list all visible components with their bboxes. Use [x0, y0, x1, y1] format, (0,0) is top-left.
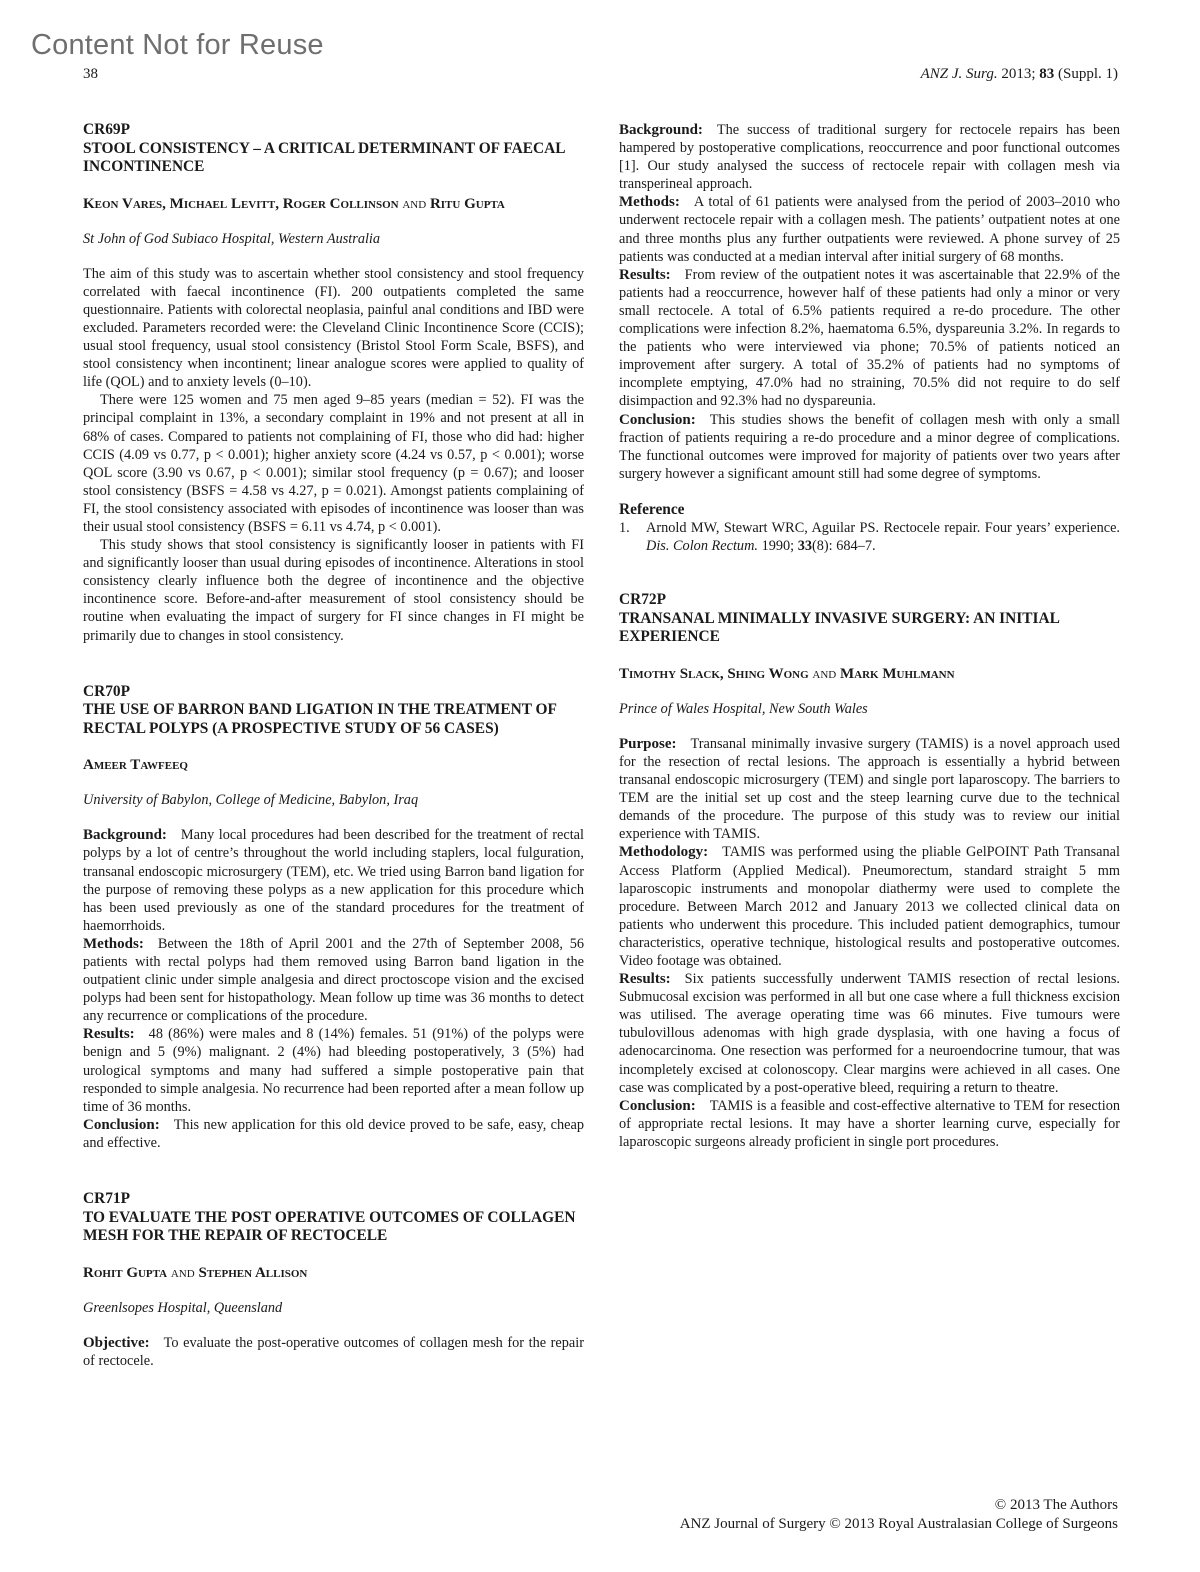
- abstract-cr72p: [619, 591, 1120, 1151]
- section-label: Results:: [83, 1026, 135, 1043]
- abstract-affiliation: Greenlsopes Hospital, Queensland: [83, 1299, 283, 1316]
- section-text: To evaluate the post-operative outcomes of collagen mesh for the repair of rectocele.: [83, 1334, 584, 1369]
- abstract-code: CR72P: [619, 591, 667, 609]
- journal-year: 2013;: [1001, 66, 1036, 82]
- abstract-body: [83, 1334, 584, 1370]
- section-background: [619, 121, 1120, 193]
- abstract-title: TRANSANAL MINIMALLY INVASIVE SURGERY: AN INITIAL EXPERIENCE: [619, 609, 1060, 646]
- reference-year: 1990;: [761, 538, 795, 555]
- reference-number: 1.: [619, 519, 630, 536]
- section-label: Objective:: [83, 1334, 150, 1351]
- abstract-body: [83, 265, 584, 645]
- abstract-code: CR70P: [83, 682, 131, 700]
- section-text: This new application for this old device proved to be safe, easy, cheap and effective.: [83, 1116, 584, 1151]
- abstract-authors: [83, 195, 584, 213]
- section-text: Between the 18th of April 2001 and the 27th of September 2008, 56 patients with rectal polyps had them removed using Barron band ligation in the outpatient clinic under simple analgesia and direct proctoscope vision and the excised polyps had been sent for histopathology. Mean follow up time was 36 months to detect any recurrence or complications of the procedure.: [83, 935, 584, 1025]
- reference-pages: (8): 684–7.: [812, 538, 876, 555]
- abstract-body: [83, 826, 584, 1152]
- author-and: and: [170, 1264, 195, 1281]
- abstract-title: THE USE OF BARRON BAND LIGATION IN THE TREATMENT OF RECTAL POLYPS (A PROSPECTIVE STUDY OF 56 CASES): [83, 701, 557, 737]
- paragraph: The aim of this study was to ascertain whether stool consistency and stool frequency correlated with faecal incontinence (FI). 200 outpatients completed the same questionnaire. Patients with colorectal neoplasia, painful anal conditions and IBD were excluded. Parameters recorded were: the Cleveland Clinic Incontinence Score (CCIS); usual stool frequency, usual stool consistency (Bristol Stool Form Scale, BSFS), and stool consistency when incontinent; linear analogue scores were applied to quality of life (QOL) and to anxiety levels (0–10).: [83, 265, 584, 391]
- abstract-affiliation: St John of God Subiaco Hospital, Western Australia: [83, 230, 381, 247]
- section-conclusion: [619, 411, 1120, 483]
- author-last: Ritu Gupta: [429, 195, 505, 212]
- section-results: [619, 266, 1120, 411]
- section-text: TAMIS was performed using the pliable GelPOINT Path Transanal Access Platform (Applied Medical). Pneumorectum, standard straight 5 mm laparoscopic instruments and monopolar diathermy were used to complete the procedure. Between March 2012 and January 2013 we collected clinical data on patients who underwent this procedure. This included patient demographics, tumour characteristics, operative technique, histological results and postoperative outcomes. Video footage was obtained.: [619, 844, 1120, 969]
- section-text: The success of traditional surgery for rectocele repairs has been hampered by postoperative complications, reoccurrence and poor functional outcomes [1]. Our study analysed the success of rectocele repair with collagen mesh via transperineal approach.: [619, 122, 1120, 193]
- journal-suppl: (Suppl. 1): [1058, 66, 1118, 82]
- author-last: Stephen Allison: [198, 1264, 308, 1281]
- copyright-authors: © 2013 The Authors: [994, 1497, 1118, 1513]
- section-label: Conclusion:: [619, 411, 696, 428]
- author-last: Mark Muhlmann: [840, 665, 955, 682]
- abstract-cr71p-continued: [619, 121, 1120, 555]
- section-label: Purpose:: [619, 735, 677, 752]
- section-label: Methodology:: [619, 844, 709, 861]
- abstract-cr70p: [83, 683, 584, 1152]
- abstract-authors: [619, 665, 1120, 683]
- section-objective: [83, 1334, 584, 1370]
- section-text: 48 (86%) were males and 8 (14%) females. 51 (91%) of the polyps were benign and 5 (9%) malignant. 2 (4%) had bleeding postoperatively, 3 (5%) had urological symptoms and many had suffered a simple postoperative pain that responded to simple analgesia. No recurrence had been reported after a mean follow up time of 36 months.: [83, 1026, 584, 1115]
- section-text: A total of 61 patients were analysed from the period of 2003–2010 who underwent rectocele repair with a collagen mesh. The patients’ outpatient notes at one and three months plus any further outpatients were reviewed. A phone survey of 25 patients was conducted at a median interval after initial surgery of 68 months.: [619, 194, 1120, 265]
- section-label: Conclusion:: [619, 1097, 696, 1114]
- author-list: Rohit Gupta: [83, 1264, 168, 1281]
- section-text: This studies shows the benefit of collagen mesh with only a small fraction of patients requiring a re-do procedure and a minor degree of complications. The functional outcomes were improved for majority of patients over two years after surgery however a significant amount still had some degree of symptoms.: [619, 411, 1120, 482]
- abstract-title: STOOL CONSISTENCY – A CRITICAL DETERMINANT OF FAECAL INCONTINENCE: [83, 139, 565, 175]
- journal-volume: 83: [1039, 66, 1055, 82]
- section-text: TAMIS is a feasible and cost-effective alternative to TEM for resection of appropriate rectal lesions. It may have a shorter learning curve, especially for laparoscopic surgeons already proficient in single port procedures.: [619, 1097, 1120, 1150]
- section-results: [83, 1025, 584, 1115]
- watermark: Content Not for Reuse: [31, 29, 324, 61]
- reference-journal: Dis. Colon Rectum.: [646, 538, 758, 555]
- section-label: Results:: [619, 266, 671, 283]
- section-text: From review of the outpatient notes it was ascertainable that 22.9% of the patients had a reoccurrence, however half of these patients had only a minor or very small rectocele. A total of 6.5% patients required a re-do procedure. The other complications were infection 8.2%, haematoma 6.5%, dyspareunia 3.2%. In regards to the patients who were interviewed via phone; 70.5% of patients noticed an improvement after surgery. A total of 35.2% of patients had no symptoms of incomplete emptying, 47.0% had no straining, 70.5% did not require to do self disimpaction and 92.3% had no dyspareunia.: [619, 266, 1120, 410]
- reference-volume: 33: [797, 538, 813, 555]
- reference-authors: Arnold MW, Stewart WRC, Aguilar PS. Rectocele repair. Four years’ experience.: [646, 519, 1120, 536]
- running-head: [921, 66, 1118, 83]
- abstract-cr69p: [83, 121, 584, 645]
- left-column: [83, 121, 584, 1370]
- section-text: Six patients successfully underwent TAMIS resection of rectal lesions. Submucosal excision was performed in all but one case where a full thickness excision was utilised. The average operating time was 66 minutes. Five tumours were tubulovillous adenomas with high grade dysplasia, with one having a focus of adenocarcinoma. One resection was performed for a neuroendocrine tumour, that was incompletely excised at colonoscopy. Clear margins were achieved in all cases. One case was complicated by a post-operative bleed, requiring a return to theatre.: [619, 971, 1120, 1096]
- section-results: [619, 970, 1120, 1097]
- section-purpose: [619, 735, 1120, 844]
- author-list: Keon Vares, Michael Levitt, Roger Collinson: [83, 195, 399, 212]
- reference-item: [619, 519, 1120, 555]
- abstract-body: [619, 735, 1120, 1151]
- section-text: Many local procedures had been described for the treatment of rectal polyps by a lot of centre’s throughout the world including staplers, local fulguration, transanal endoscopic microsurgery (TEM), etc. We tried using Barron band ligation for the purpose of removing these polyps as a new application for this procedure which has been used previously as one of the standard procedures for the treatment of haemorrhoids.: [83, 827, 584, 934]
- abstract-title: TO EVALUATE THE POST OPERATIVE OUTCOMES OF COLLAGEN MESH FOR THE REPAIR OF RECTOCELE: [83, 1208, 576, 1245]
- abstract-code: CR69P: [83, 121, 131, 138]
- section-methodology: [619, 843, 1120, 970]
- section-text: Transanal minimally invasive surgery (TAMIS) is a novel approach used for the resection of rectal lesions. The approach is essentially a hybrid between transanal endoscopic microsurgery (TEM) and single port laparoscopy. The barriers to TEM are the initial set up cost and the steep learning curve due to the technical demands of the procedure. The purpose of this study was to review our initial experience with TAMIS.: [619, 735, 1120, 843]
- abstract-code: CR71P: [83, 1190, 131, 1208]
- abstract-authors: [83, 1264, 584, 1282]
- author-list: Timothy Slack, Shing Wong: [619, 665, 809, 682]
- author-and: and: [402, 195, 427, 212]
- section-label: Methods:: [619, 194, 680, 211]
- section-background: [83, 826, 584, 935]
- reference-text: [646, 519, 1120, 555]
- abstract-cr71p: [83, 1190, 584, 1370]
- right-column: [619, 121, 1120, 1151]
- page-footer: [680, 1496, 1118, 1534]
- abstract-affiliation: University of Babylon, College of Medicine, Babylon, Iraq: [83, 792, 419, 809]
- section-label: Methods:: [83, 935, 144, 952]
- section-methods: [83, 935, 584, 1025]
- section-label: Background:: [619, 122, 703, 138]
- section-label: Conclusion:: [83, 1116, 160, 1133]
- abstract-authors: Ameer Tawfeeq: [83, 757, 188, 774]
- section-label: Results:: [619, 971, 671, 988]
- abstract-affiliation: Prince of Wales Hospital, New South Wales: [619, 700, 868, 717]
- author-and: and: [812, 665, 837, 682]
- section-conclusion: [83, 1116, 584, 1152]
- section-conclusion: [619, 1097, 1120, 1151]
- journal-abbrev: ANZ J. Surg.: [920, 66, 998, 82]
- page-number: 38: [83, 66, 98, 82]
- paragraph: There were 125 women and 75 men aged 9–85 years (median = 52). FI was the principal complaint in 13%, a secondary complaint in 19% and not present at all in 68% of cases. Compared to patients not complaining of FI, those who did had: higher CCIS (4.09 vs 0.77, p < 0.001); higher anxiety score (4.24 vs 0.57, p < 0.001); worse QOL score (3.90 vs 0.67, p < 0.001); similar stool frequency (p = 0.67); and looser stool consistency (BSFS = 4.58 vs 4.27, p = 0.021). Amongst patients complaining of FI, the stool consistency associated with episodes of incontinence was looser than was their usual stool consistency (BSFS = 6.11 vs 4.74, p < 0.001).: [83, 392, 584, 535]
- reference-heading: Reference: [619, 500, 685, 518]
- section-label: Background:: [83, 827, 167, 844]
- paragraph: This study shows that stool consistency is significantly looser in patients with FI and significantly looser than usual during episodes of incontinence. Alterations in stool consistency clearly influence both the degree of incontinence and the objective incontinence score. Before-and-after measurement of stool consistency should be routine when evaluating the impact of surgery for FI since changes in FI might be primarily due to changes in stool consistency.: [83, 537, 584, 644]
- section-methods: [619, 193, 1120, 265]
- copyright-journal: ANZ Journal of Surgery © 2013 Royal Australasian College of Surgeons: [679, 1516, 1118, 1532]
